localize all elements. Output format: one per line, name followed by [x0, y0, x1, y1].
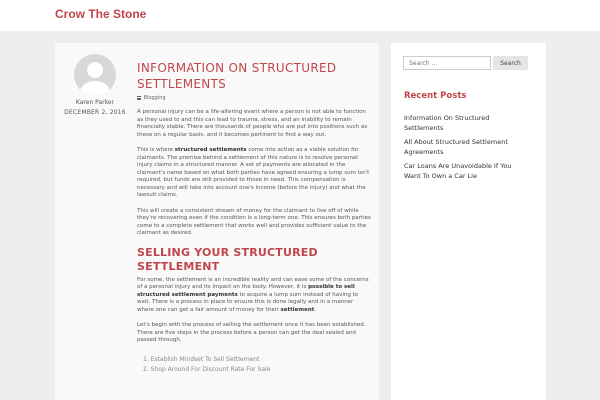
paragraph-4-text-end: .: [314, 306, 317, 313]
recent-posts-heading: Recent Posts: [404, 91, 467, 101]
search-button[interactable]: Search: [493, 56, 528, 70]
list-item: 2. Shop Around For Discount Rate For Sale: [143, 365, 271, 373]
paragraph-3: This will create a consistent stream of money for the claimant to live off of while they're recovering even if the condition is a long-term one. This ensures both parties come to a complete settlement that works well and provides sufficient value to the claimant as desired.: [137, 207, 371, 236]
search-input[interactable]: [403, 56, 491, 70]
paragraph-5: Let's begin with the process of selling the settlement once it has been established. There are five steps in the process before a person can get the deal sealed and passed through.: [137, 322, 366, 343]
recent-post-link[interactable]: Information On Structured Settlements: [404, 114, 490, 132]
site-title-link[interactable]: Crow The Stone: [55, 7, 147, 21]
post-content: [137, 60, 371, 375]
paragraph-2-strong: structured settlements: [174, 147, 247, 153]
recent-post-link[interactable]: Car Loans Are Unavoidable If You Want To Own a Car Lie: [404, 162, 512, 180]
paragraph-4-strong-1: possible to sell structured settlement payments: [137, 284, 355, 298]
steps-list: [137, 355, 371, 375]
avatar-body-shape: [80, 81, 110, 96]
recent-post-link[interactable]: All About Structured Settlement Agreements: [404, 138, 508, 156]
paragraph-4: [137, 277, 371, 315]
post-date: DECEMBER 2, 2016: [64, 109, 126, 116]
category-link[interactable]: Blogging: [143, 95, 166, 101]
post-category: [137, 95, 371, 101]
recent-posts-list: [404, 114, 529, 186]
paragraph-2-text-end: come into action as a viable solution for claimants. The premise behind a settlement of this nature is to resolve personal injury claims in a structured manner. A set of payments are allocated in the claimant's name based on what both parties have agreed ensuring a lump sum isn't required, but funds are still provided to those in need. This compensation is necessary and will take into account one's income (before the injury) and what the lawsuit claims.: [137, 147, 370, 198]
avatar-head-shape: [87, 62, 103, 78]
section-heading: SELLING YOUR STRUCTURED SETTLEMENT: [137, 245, 318, 273]
sidebar: [391, 43, 546, 400]
author-name[interactable]: Karen Parker: [75, 99, 115, 106]
site-header: [0, 0, 600, 31]
paragraph-4-strong-2: settlement: [280, 306, 315, 313]
paragraph-1: A personal injury can be a life-altering event where a person is not able to function as they used to and this can lead to trauma, stress, and an inability to remain financially stable. There are thousands of people who are put into positions such as these on a regular basis, and it becomes pertinent to find a way out.: [137, 109, 368, 138]
paragraph-4-text-mid: to acquire a lump sum instead of having to wait. There is a process in place to ensure this is done legally and in a manner where one can get a fair amount of money for their: [137, 291, 359, 313]
post-title[interactable]: INFORMATION ON STRUCTURED SETTLEMENTS: [137, 61, 337, 91]
list-item: 1. Establish Mindset To Sell Settlement: [143, 355, 260, 363]
article-card: [55, 43, 379, 400]
paragraph-2-text: This is where: [137, 147, 175, 153]
paragraph-4-text: For some, the settlement is an incredible reality and can ease some of the concerns of a personal injury and its impact on the body. However, it is: [137, 276, 369, 290]
paragraph-2: [137, 147, 371, 200]
avatar: [74, 54, 116, 96]
category-icon: [137, 96, 141, 100]
